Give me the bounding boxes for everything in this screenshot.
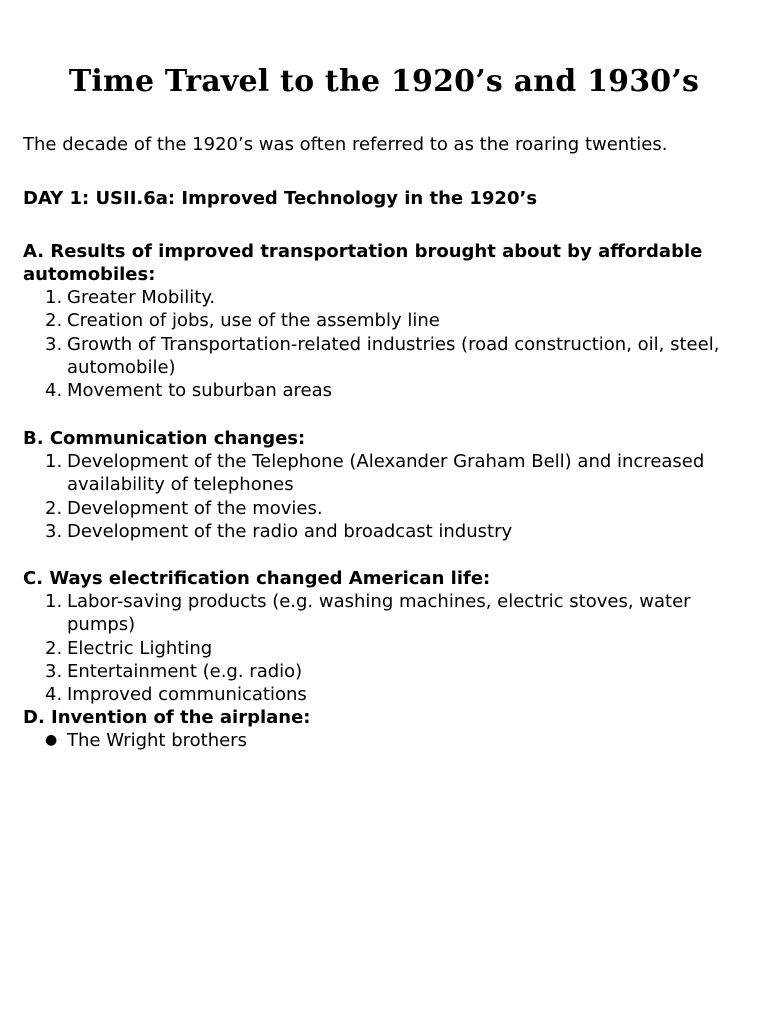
list-number: 3. (45, 520, 63, 542)
list-number: 1. (45, 287, 63, 308)
list-number: 4. (45, 380, 63, 402)
numbered-list (23, 450, 753, 543)
list-number: 2. (45, 637, 63, 659)
bullet-list (23, 729, 753, 752)
list-item-text: Growth of Transportation-related industries (road construction, oil, steel, (67, 333, 720, 355)
list-item (23, 333, 753, 380)
list-item (23, 729, 753, 752)
list-item-text: Entertainment (e.g. radio) (67, 660, 303, 682)
list-item (23, 683, 753, 706)
list-item-text: Development of the movies. (67, 497, 323, 519)
section-heading (23, 240, 753, 286)
list-item-text: Movement to suburban areas (67, 380, 332, 402)
list-item (23, 379, 753, 402)
day-heading: DAY 1: USII.6a: Improved Technology in the 1920’s (23, 188, 538, 209)
list-item-text: Development of the radio and broadcast industry (67, 520, 513, 542)
section-heading: C. Ways electrification changed American life: (23, 568, 491, 589)
list-item-text: Improved communications (67, 684, 307, 706)
page-title: Time Travel to the 1920’s and 1930’s (68, 64, 700, 99)
list-item (23, 520, 753, 543)
list-item-text: Greater Mobility. (67, 287, 216, 308)
list-number: 1. (45, 591, 63, 612)
list-number: 4. (45, 684, 63, 706)
list-item-text-continued: availability of telephones (67, 474, 294, 496)
list-number: 3. (45, 660, 63, 682)
list-item-text-continued: automobile) (67, 356, 176, 378)
numbered-list (23, 590, 753, 706)
list-item (23, 637, 753, 660)
list-item (23, 497, 753, 520)
section-heading-line: automobiles: (23, 264, 156, 285)
intro-paragraph: The decade of the 1920’s was often referred to as the roaring twenties. (23, 134, 668, 155)
list-item-text: Development of the Telephone (Alexander Graham Bell) and increased (67, 451, 705, 472)
list-item (23, 590, 753, 637)
list-item (23, 286, 753, 309)
section-airplane (23, 706, 753, 752)
list-item-text: Electric Lighting (67, 637, 213, 659)
list-item (23, 450, 753, 497)
numbered-list (23, 286, 753, 402)
list-number: 2. (45, 310, 63, 332)
list-item-text: Labor-saving products (e.g. washing machines, electric stoves, water pumps) (67, 591, 691, 636)
section-communication (23, 427, 753, 543)
list-item-text: Creation of jobs, use of the assembly line (67, 310, 440, 332)
section-heading-line: A. Results of improved transportation brought about by affordable (23, 241, 703, 262)
list-number: 3. (45, 333, 63, 355)
section-heading: B. Communication changes: (23, 428, 306, 449)
list-item (23, 660, 753, 683)
section-transportation (23, 240, 753, 402)
section-heading: D. Invention of the airplane: (23, 707, 311, 728)
list-number: 1. (45, 451, 63, 472)
section-electrification (23, 567, 753, 706)
list-number: 2. (45, 497, 63, 519)
bullet-icon: ● (45, 732, 58, 748)
list-item-text: The Wright brothers (67, 730, 247, 751)
list-item (23, 309, 753, 332)
